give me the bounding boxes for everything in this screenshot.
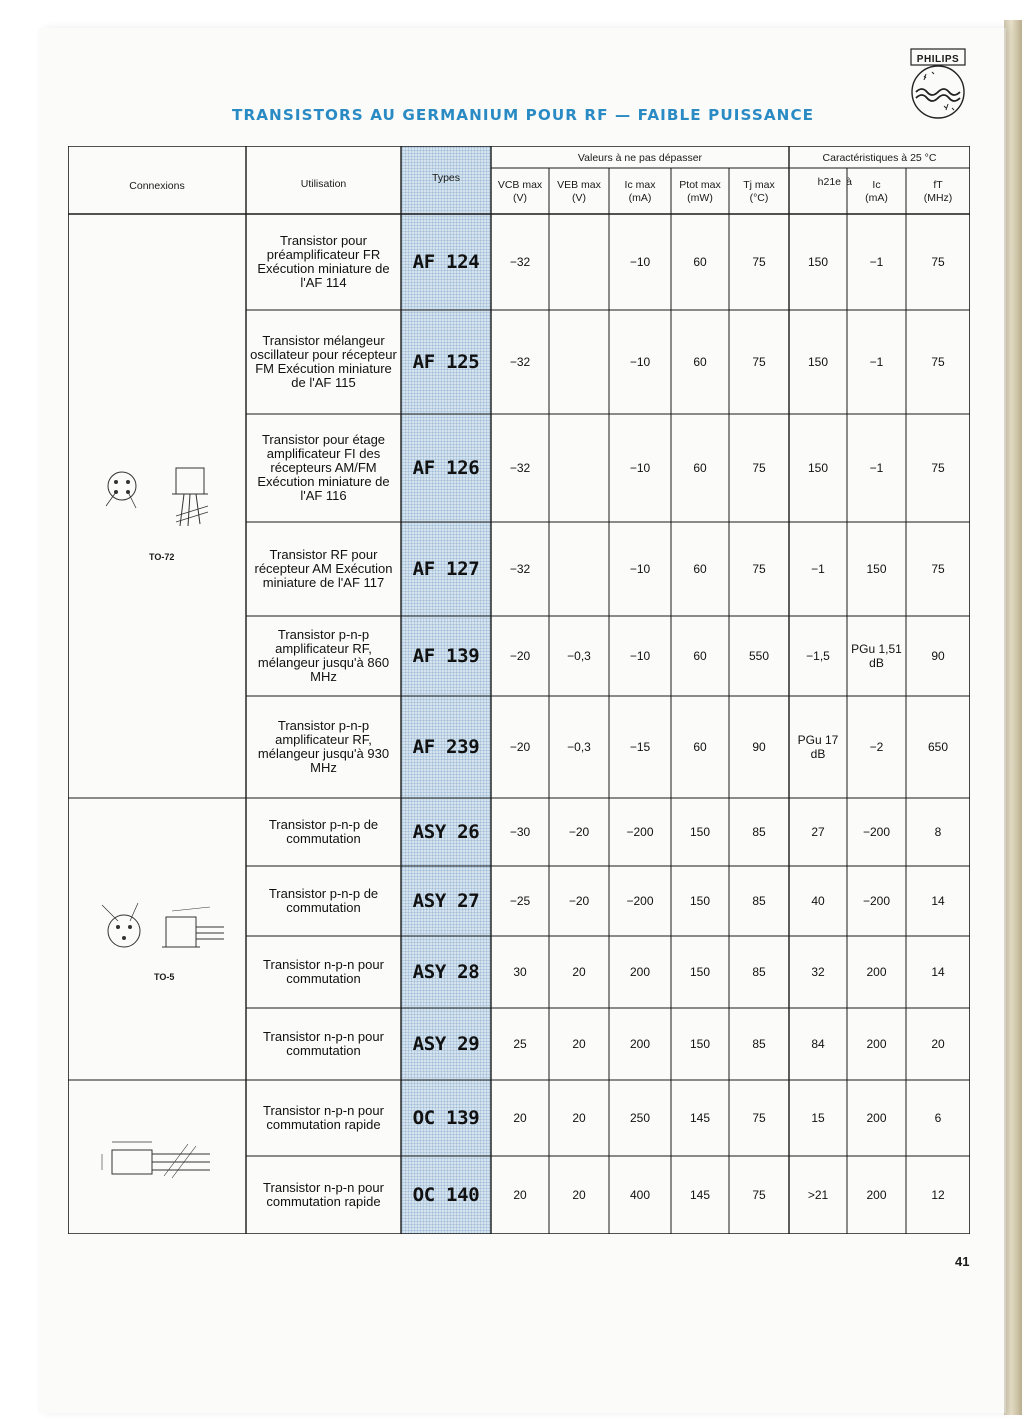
row-h21e: 150 bbox=[807, 355, 829, 369]
row-veb: 20 bbox=[572, 965, 586, 979]
row-type: AF 124 bbox=[412, 251, 480, 273]
row-tj: 75 bbox=[752, 461, 766, 475]
header-ptot-unit: (mW) bbox=[687, 192, 713, 204]
header-tj-label: Tj max bbox=[743, 179, 775, 191]
row-ptot: 145 bbox=[689, 1188, 711, 1202]
row-ic: −200 bbox=[626, 894, 654, 908]
row-vcb: 25 bbox=[513, 1037, 527, 1051]
row-veb: −20 bbox=[568, 825, 590, 839]
row-vcb: −32 bbox=[509, 255, 531, 269]
row-h21e: 27 bbox=[811, 825, 825, 839]
row-type: ASY 26 bbox=[412, 821, 480, 843]
header-a: à bbox=[846, 175, 852, 188]
row-veb: 20 bbox=[572, 1111, 586, 1125]
row-tj: 85 bbox=[752, 1037, 766, 1051]
row-h21e: −1 bbox=[811, 562, 825, 576]
row-ic2: 200 bbox=[866, 1037, 887, 1051]
row-vcb: −25 bbox=[509, 894, 531, 908]
to72-package-drawing bbox=[96, 446, 226, 546]
page-edge bbox=[1004, 20, 1022, 1415]
row-ic: −10 bbox=[629, 355, 651, 369]
row-ic: −10 bbox=[629, 461, 651, 475]
row-ic2: −200 bbox=[862, 894, 891, 908]
row-ft: 20 bbox=[931, 1037, 945, 1051]
row-type: OC 140 bbox=[412, 1184, 480, 1206]
row-h21e: 150 bbox=[807, 255, 829, 269]
row-tj: 75 bbox=[752, 562, 766, 576]
row-type: ASY 29 bbox=[412, 1033, 480, 1055]
page-number: 41 bbox=[955, 1254, 970, 1269]
row-ic: −15 bbox=[629, 740, 651, 754]
row-usage: Transistor RF pour récepteur AM Exécution miniature de l'AF 117 bbox=[254, 547, 393, 590]
row-tj: 75 bbox=[752, 355, 766, 369]
row-h21e: 40 bbox=[811, 894, 825, 908]
row-ic2: PGu 1,51 dB bbox=[851, 642, 902, 670]
row-ic2: 150 bbox=[866, 562, 887, 576]
header-utilisation: Utilisation bbox=[300, 177, 347, 190]
row-ft: 6 bbox=[934, 1111, 942, 1125]
row-ic: 200 bbox=[629, 1037, 651, 1051]
oc-package-drawing bbox=[98, 1132, 238, 1192]
row-ptot: 60 bbox=[693, 255, 707, 269]
header-characteristics: Caractéristiques à 25 °C bbox=[822, 151, 937, 164]
row-ptot: 150 bbox=[689, 894, 711, 908]
row-ptot: 60 bbox=[693, 461, 707, 475]
row-ic: −200 bbox=[626, 825, 654, 839]
header-max-values: Valeurs à ne pas dépasser bbox=[577, 151, 703, 164]
row-ptot: 60 bbox=[693, 649, 707, 663]
row-h21e: 15 bbox=[811, 1111, 825, 1125]
row-vcb: 20 bbox=[513, 1188, 527, 1202]
header-ft-unit: (MHz) bbox=[923, 192, 953, 204]
row-usage: Transistor n-p-n pour commutation bbox=[263, 957, 384, 986]
row-type: AF 139 bbox=[412, 645, 480, 667]
row-usage: Transistor p-n-p de commutation bbox=[268, 886, 379, 915]
row-ft: 90 bbox=[931, 649, 945, 663]
row-tj: 75 bbox=[752, 255, 766, 269]
row-h21e: PGu 17 dB bbox=[797, 733, 839, 761]
header-ic-unit: (mA) bbox=[628, 192, 652, 204]
row-ft: 650 bbox=[927, 740, 949, 754]
header-ic2-unit: (mA) bbox=[865, 192, 888, 204]
row-vcb: −30 bbox=[509, 825, 531, 839]
row-ic: 400 bbox=[629, 1188, 651, 1202]
header-h21e: h21e bbox=[817, 175, 841, 188]
row-usage: Transistor mélangeur oscillateur pour récepteur FM Exécution miniature de l'AF 115 bbox=[250, 333, 397, 390]
row-ic2: −2 bbox=[869, 740, 884, 754]
row-usage: Transistor p-n-p amplificateur RF, mélangeur jusqu'à 930 MHz bbox=[257, 718, 390, 775]
row-tj: 85 bbox=[752, 894, 766, 908]
row-veb bbox=[549, 522, 609, 616]
row-tj: 75 bbox=[752, 1111, 766, 1125]
row-type: ASY 27 bbox=[412, 890, 480, 912]
row-type: AF 126 bbox=[412, 457, 480, 479]
header-connexions: Connexions bbox=[129, 179, 185, 192]
row-vcb: −20 bbox=[509, 740, 531, 754]
header-vcb-unit: (V) bbox=[513, 192, 527, 204]
to72-label: TO-72 bbox=[149, 552, 175, 562]
header-veb bbox=[549, 172, 609, 212]
row-type: AF 127 bbox=[412, 558, 480, 580]
header-tj-unit: (°C) bbox=[749, 192, 769, 204]
transistor-table bbox=[68, 146, 970, 1234]
row-tj: 75 bbox=[752, 1188, 766, 1202]
row-vcb: −20 bbox=[509, 649, 531, 663]
row-ic2: 200 bbox=[866, 965, 887, 979]
row-usage: Transistor p-n-p amplificateur RF, mélangeur jusqu'à 860 MHz bbox=[257, 627, 390, 684]
row-type: OC 139 bbox=[412, 1107, 480, 1129]
row-ptot: 60 bbox=[693, 562, 707, 576]
row-ic: −10 bbox=[629, 255, 651, 269]
row-tj: 90 bbox=[752, 740, 766, 754]
row-h21e: 84 bbox=[811, 1037, 825, 1051]
header-ft-label: fT bbox=[933, 179, 943, 191]
header-ptot bbox=[671, 172, 729, 212]
row-h21e: >21 bbox=[807, 1188, 829, 1202]
row-veb bbox=[549, 310, 609, 414]
row-usage: Transistor n-p-n pour commutation bbox=[263, 1029, 384, 1058]
row-ic: −10 bbox=[629, 562, 651, 576]
row-ic2: −1 bbox=[869, 355, 884, 369]
row-vcb: −32 bbox=[509, 562, 531, 576]
brand-label: PHILIPS bbox=[916, 54, 960, 65]
row-vcb: −32 bbox=[509, 355, 531, 369]
row-ic: 250 bbox=[629, 1111, 651, 1125]
row-ptot: 150 bbox=[689, 965, 711, 979]
row-veb bbox=[549, 214, 609, 310]
row-ic2: 200 bbox=[866, 1188, 887, 1202]
row-ic2: −200 bbox=[862, 825, 891, 839]
row-ft: 75 bbox=[931, 255, 945, 269]
row-h21e: 150 bbox=[807, 461, 829, 475]
row-usage: Transistor pour étage amplificateur FI des récepteurs AM/FM Exécution miniature de l'AF 116 bbox=[257, 432, 390, 503]
header-vcb-label: VCB max bbox=[497, 179, 543, 191]
row-usage: Transistor n-p-n pour commutation rapide bbox=[263, 1103, 384, 1132]
header-ic-label: Ic max bbox=[624, 179, 656, 191]
row-ft: 8 bbox=[934, 825, 942, 839]
row-ic: −10 bbox=[629, 649, 651, 663]
header-ptot-label: Ptot max bbox=[679, 179, 721, 191]
row-ft: 75 bbox=[931, 355, 945, 369]
row-veb: −20 bbox=[568, 894, 590, 908]
row-type: AF 125 bbox=[412, 351, 480, 373]
header-veb-label: VEB max bbox=[557, 179, 601, 191]
row-usage: Transistor n-p-n pour commutation rapide bbox=[263, 1180, 384, 1209]
header-ic bbox=[609, 172, 671, 212]
row-tj: 85 bbox=[752, 965, 766, 979]
row-ic2: 200 bbox=[866, 1111, 887, 1125]
row-ft: 75 bbox=[931, 562, 945, 576]
to5-label: TO-5 bbox=[154, 972, 175, 982]
row-ptot: 150 bbox=[689, 825, 711, 839]
row-ptot: 145 bbox=[689, 1111, 711, 1125]
row-usage: Transistor pour préamplificateur FR Exécution miniature de l'AF 114 bbox=[257, 233, 390, 290]
row-ptot: 60 bbox=[693, 355, 707, 369]
row-vcb: −32 bbox=[509, 461, 531, 475]
row-tj: 85 bbox=[752, 825, 766, 839]
header-tj bbox=[729, 172, 789, 212]
row-usage: Transistor p-n-p de commutation bbox=[268, 817, 379, 846]
header-ic2 bbox=[847, 172, 906, 212]
row-ptot: 150 bbox=[689, 1037, 711, 1051]
row-veb: 20 bbox=[572, 1188, 586, 1202]
row-ic: 200 bbox=[629, 965, 651, 979]
row-type: AF 239 bbox=[412, 736, 480, 758]
row-ic2: −1 bbox=[869, 461, 884, 475]
row-ft: 75 bbox=[931, 461, 945, 475]
page-title: TRANSISTORS AU GERMANIUM POUR RF — FAIBLE PUISSANCE bbox=[232, 106, 815, 124]
row-veb: −0,3 bbox=[567, 649, 591, 663]
row-veb bbox=[549, 414, 609, 522]
row-ptot: 60 bbox=[693, 740, 707, 754]
row-ic2: −1 bbox=[869, 255, 884, 269]
header-ft bbox=[906, 172, 970, 212]
philips-logo bbox=[910, 48, 966, 124]
header-veb-unit: (V) bbox=[572, 192, 586, 204]
header-types: Types bbox=[431, 171, 460, 184]
row-vcb: 20 bbox=[513, 1111, 527, 1125]
row-h21e: 32 bbox=[811, 965, 825, 979]
row-veb: 20 bbox=[572, 1037, 586, 1051]
row-ft: 14 bbox=[931, 965, 945, 979]
row-ft: 12 bbox=[931, 1188, 945, 1202]
to5-package-drawing bbox=[92, 891, 232, 971]
row-veb: −0,3 bbox=[567, 740, 591, 754]
row-h21e: −1,5 bbox=[806, 649, 830, 663]
row-tj: 550 bbox=[748, 649, 770, 663]
header-ic2-label: Ic bbox=[872, 179, 881, 191]
row-vcb: 30 bbox=[513, 965, 527, 979]
row-type: ASY 28 bbox=[412, 961, 480, 983]
row-ft: 14 bbox=[931, 894, 945, 908]
header-vcb bbox=[491, 172, 549, 212]
